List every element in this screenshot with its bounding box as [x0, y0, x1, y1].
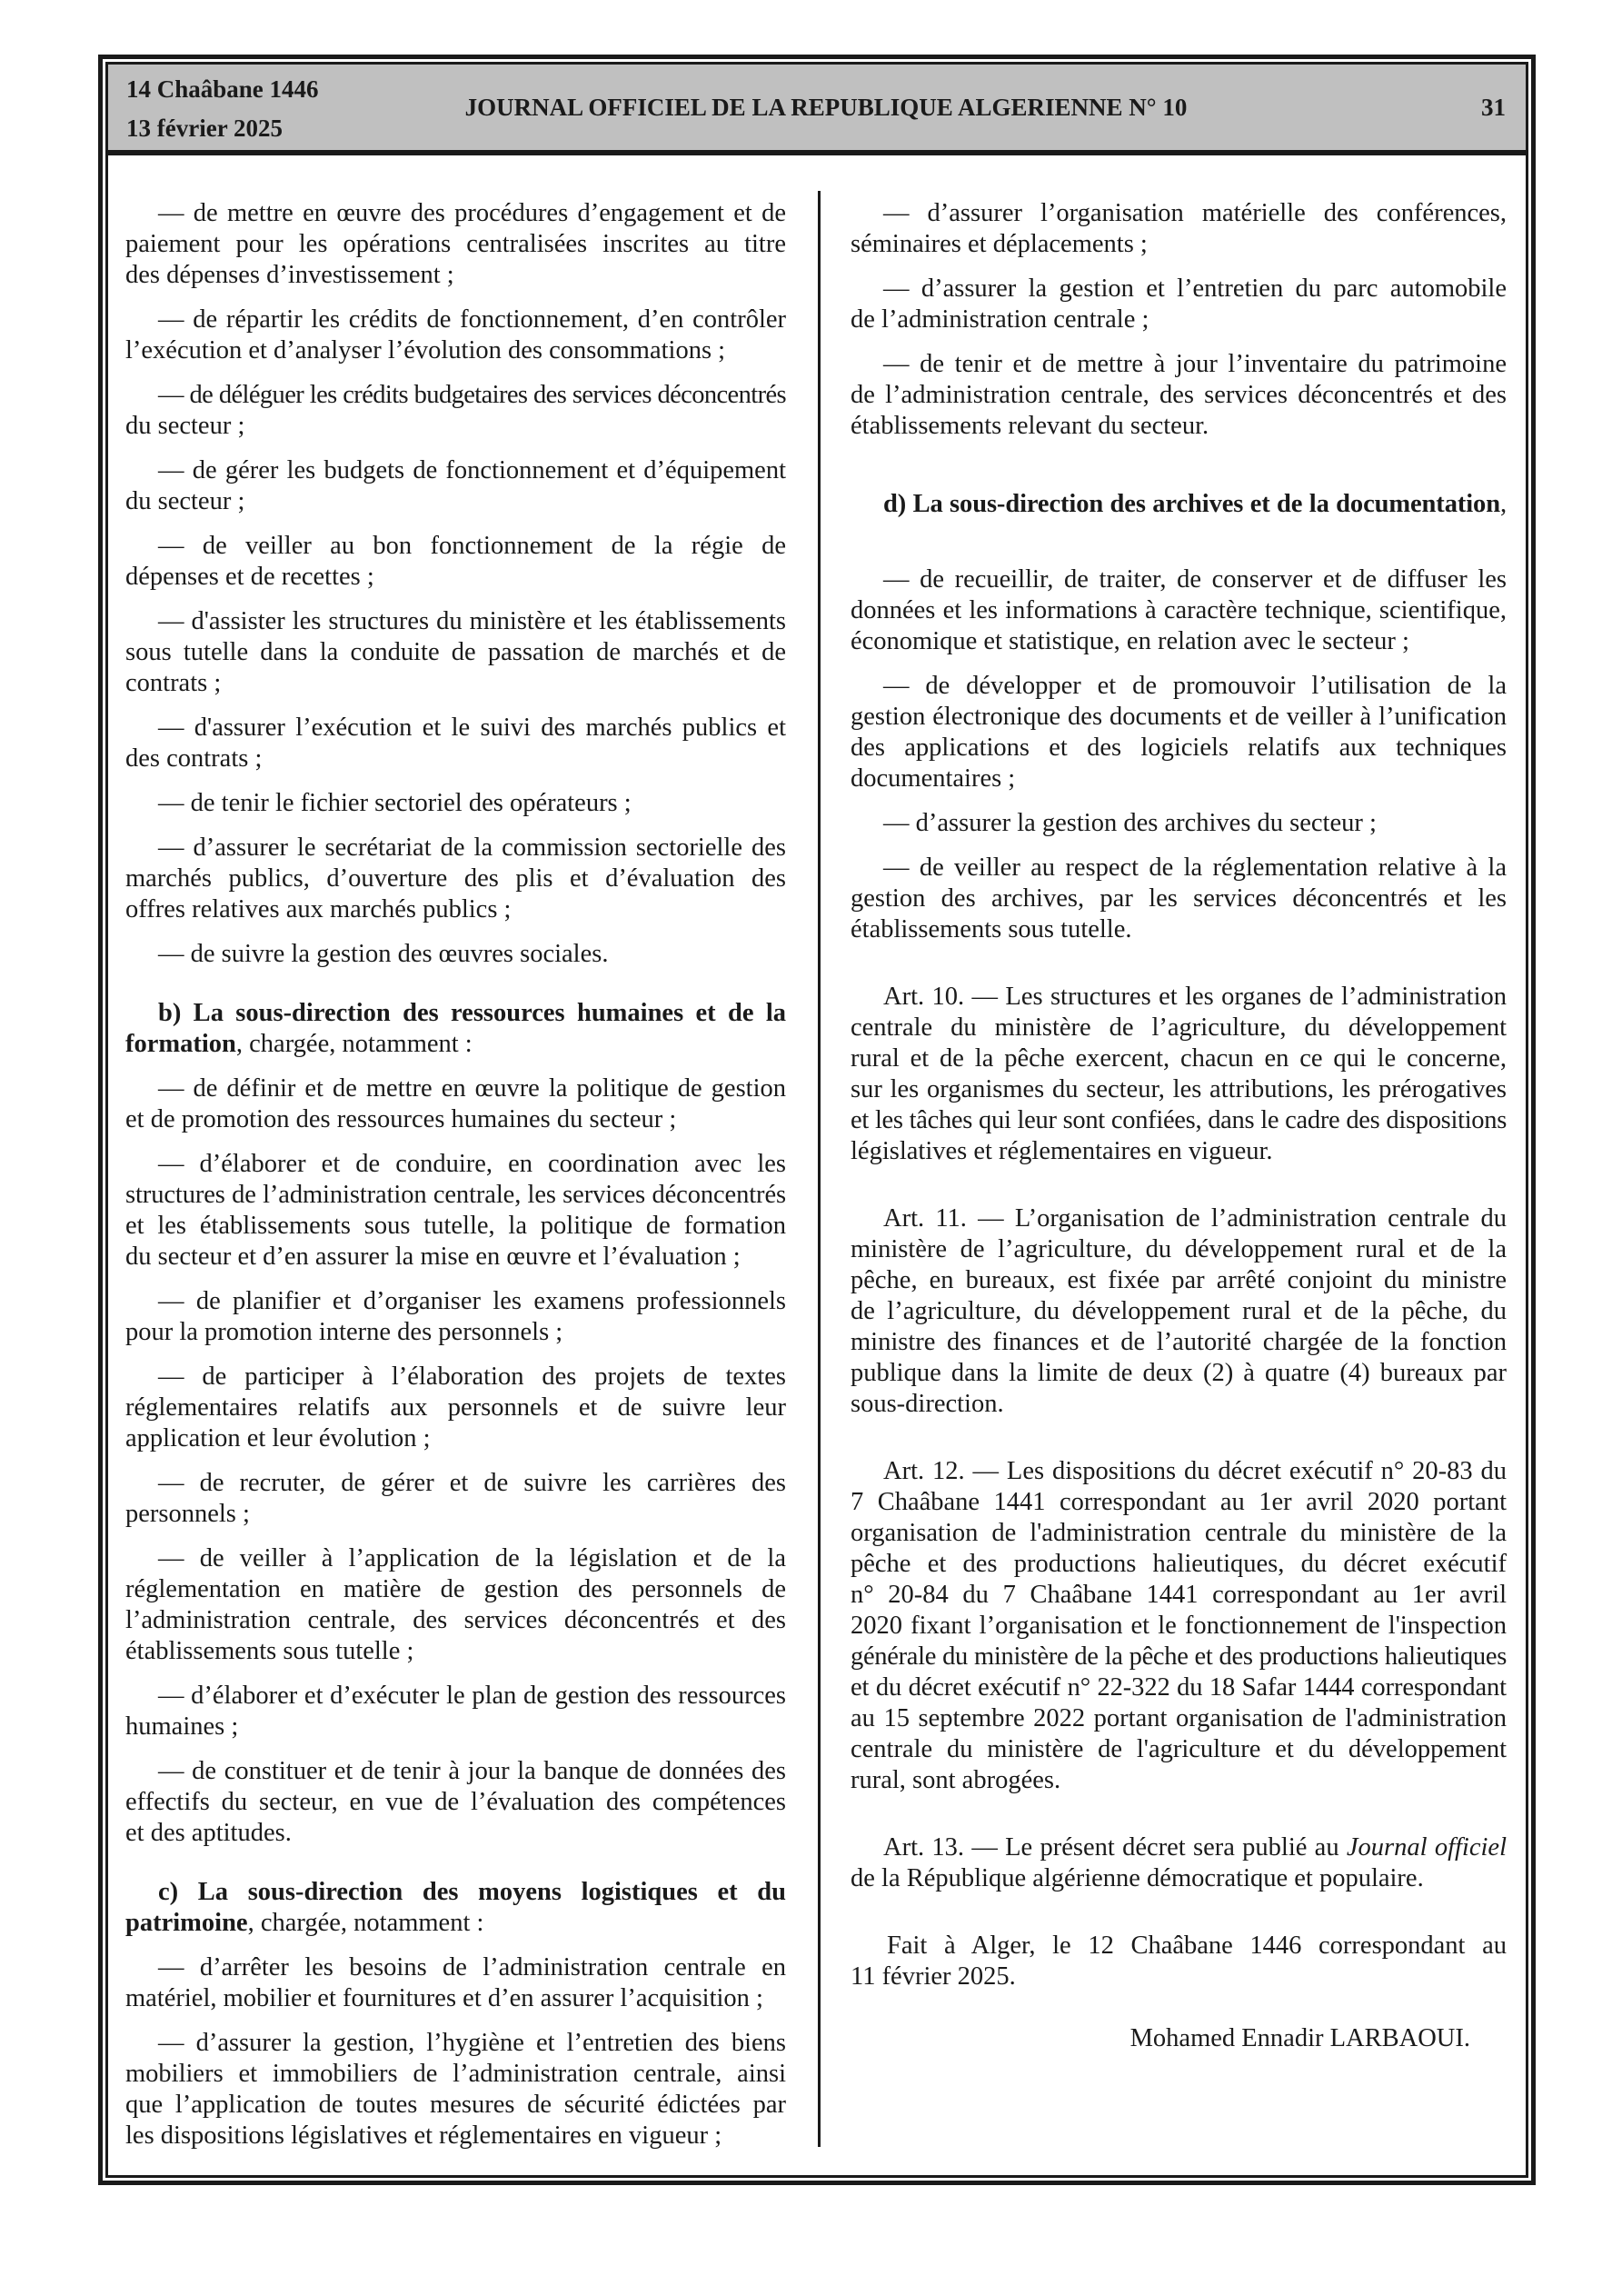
list-item — [125, 606, 786, 699]
list-item — [125, 1543, 786, 1667]
list-item — [125, 380, 786, 442]
text-line: établissements sous tutelle ; — [125, 1637, 414, 1665]
text-line: de l’administration centrale, des services déconcentrés et des — [851, 381, 1507, 409]
text-line: — de tenir et de mettre à jour l’inventaire du patrimoine — [883, 350, 1507, 378]
text-line: ministre des finances et de l’autorité chargée de la fonction — [851, 1328, 1507, 1356]
list-item — [851, 853, 1507, 945]
text-line: — de développer et de promouvoir l’utilisation de la — [883, 672, 1507, 700]
list-item — [125, 1952, 786, 2014]
bold-text: patrimoine — [125, 1909, 248, 1937]
text-line: de l’administration centrale ; — [851, 305, 1149, 334]
text-line: — de veiller à l’application de la législation et de la — [158, 1544, 786, 1572]
text-segment: Art. 13. — Le présent décret sera publié au — [883, 1833, 1347, 1862]
section-heading — [851, 489, 1507, 551]
text-segment: , chargée, notamment : — [235, 1030, 473, 1058]
text-line: — d’assurer la gestion, l’hygiène et l’entretien des biens — [158, 2029, 786, 2057]
column-divider — [818, 191, 821, 2147]
text-line: — de veiller au bon fonctionnement de la régie de — [158, 532, 786, 560]
text-line: — de mettre en œuvre des procédures d’engagement et de — [158, 199, 786, 227]
italic-text: Journal officiel — [1346, 1833, 1507, 1862]
text-line: — d’arrêter les besoins de l’administration centrale en — [158, 1953, 786, 1982]
text-line: n° 20-84 du 7 Chaâbane 1441 correspondant au 1er avril — [851, 1581, 1507, 1609]
text-line: — d’assurer la gestion et l’entretien du parc automobile — [883, 275, 1507, 303]
text-line: législatives et réglementaires en vigueur. — [851, 1137, 1273, 1165]
text-line: personnels ; — [125, 1500, 250, 1528]
text-line: 2020 fixant l’organisation et le fonctionnement de l'inspection — [851, 1612, 1507, 1640]
text-line — [125, 1029, 786, 1060]
text-line: offres relatives aux marchés publics ; — [125, 895, 512, 923]
text-line: Art. 10. — Les structures et les organes de l’administration — [883, 983, 1507, 1011]
text-line: — de gérer les budgets de fonctionnement et d’équipement — [158, 456, 786, 484]
text-line — [125, 1908, 786, 1939]
list-item — [125, 1073, 786, 1135]
signing-place-date — [851, 1931, 1507, 1992]
section-heading — [125, 1877, 786, 1939]
list-item — [125, 1681, 786, 1742]
text-line: Art. 11. — L’organisation de l’administration centrale du — [883, 1204, 1507, 1233]
list-item — [125, 1756, 786, 1849]
text-line: centrale du ministère de l’agriculture, du développement — [851, 1013, 1507, 1042]
text-line: générale du ministère de la pêche et des productions halieutiques — [851, 1642, 1507, 1671]
article-paragraph — [851, 1832, 1507, 1894]
left-column — [125, 198, 786, 2151]
list-item — [125, 833, 786, 925]
text-line: rural et de la pêche exercent, chacun en ce qui le concerne, — [851, 1044, 1507, 1073]
right-column — [851, 198, 1507, 2054]
list-item — [851, 274, 1507, 335]
article-paragraph — [851, 982, 1507, 1167]
text-line: dépenses et de recettes ; — [125, 563, 374, 591]
text-line: et de promotion des ressources humaines du secteur ; — [125, 1105, 677, 1133]
text-line: pour la promotion interne des personnels ; — [125, 1318, 563, 1346]
text-line: établissements relevant du secteur. — [851, 412, 1209, 440]
text-line: — d’élaborer et d’exécuter le plan de gestion des ressources — [158, 1682, 786, 1710]
text-line: les dispositions législatives et réglementaires en vigueur ; — [125, 2121, 722, 2150]
text-line: effectifs du secteur, en vue de l’évaluation des compétences — [125, 1788, 786, 1816]
text-line: réglementation en matière de gestion des personnels de — [125, 1575, 786, 1603]
text-line: organisation de l'administration centrale du ministère de la — [851, 1519, 1507, 1547]
text-line: centrale du ministère de l'agriculture et du développement — [851, 1735, 1507, 1763]
text-line: — d’assurer le secrétariat de la commission sectorielle des — [158, 834, 786, 862]
list-item — [125, 2028, 786, 2151]
signature — [851, 2023, 1507, 2054]
text-line: et des aptitudes. — [125, 1819, 292, 1847]
text-line: mobiliers et immobiliers de l’administration centrale, ainsi — [125, 2060, 786, 2088]
text-line: publique dans la limite de deux (2) à quatre (4) bureaux par — [851, 1359, 1507, 1387]
text-line: et les tâches qui leur sont confiées, dans le cadre des dispositions — [851, 1106, 1507, 1134]
text-line: du secteur et d’en assurer la mise en œuvre et l’évaluation ; — [125, 1243, 741, 1271]
text-line: — de tenir le fichier sectoriel des opérateurs ; — [158, 789, 632, 817]
text-line: — d’assurer l’organisation matérielle des conférences, — [883, 199, 1507, 227]
text-line: sous tutelle dans la conduite de passation de marchés et de — [125, 638, 786, 666]
text-line: gestion électronique des documents et de veiller à l’unification — [851, 703, 1507, 731]
text-line: — d’élaborer et de conduire, en coordination avec les — [158, 1150, 786, 1178]
list-item — [851, 198, 1507, 260]
journal-title: JOURNAL OFFICIEL DE LA REPUBLIQUE ALGERIENNE N° 10 — [464, 94, 1188, 121]
list-item — [851, 349, 1507, 442]
text-line: et les établissements sous tutelle, la politique de formation — [125, 1212, 786, 1240]
text-line: structures de l’administration centrale, les services déconcentrés — [125, 1181, 786, 1209]
text-line: paiement pour les opérations centralisées inscrites au titre — [125, 230, 786, 258]
text-line: application et leur évolution ; — [125, 1424, 431, 1452]
text-line: que l’application de toutes mesures de sécurité édictées par — [125, 2091, 786, 2119]
text-line: — de répartir les crédits de fonctionnement, d’en contrôler — [158, 305, 786, 334]
section-heading — [125, 998, 786, 1060]
bold-text: c) La sous-direction des moyens logistiques et du — [158, 1878, 786, 1906]
text-line: économique et statistique, en relation avec le secteur ; — [851, 627, 1409, 655]
text-line: documentaires ; — [851, 764, 1016, 793]
text-line: — d'assister les structures du ministère et les établissements — [158, 607, 786, 635]
bold-text: b) La sous-direction des ressources humaines et de la — [158, 999, 786, 1027]
text-line: des contrats ; — [125, 744, 263, 773]
text-line: — de planifier et d’organiser les examens professionnels — [158, 1287, 786, 1315]
text-line: de la République algérienne démocratique et populaire. — [851, 1864, 1424, 1892]
bold-text: d) La sous-direction des archives et de la documentation — [883, 490, 1500, 518]
text-line: contrats ; — [125, 669, 222, 697]
text-line: — de veiller au respect de la réglementation relative à la — [883, 854, 1507, 882]
text-line: gestion des archives, par les services déconcentrés et les — [851, 884, 1507, 913]
list-item — [851, 671, 1507, 794]
list-item — [125, 939, 786, 970]
text-line: données et les informations à caractère technique, scientifique, — [851, 596, 1507, 624]
text-line: des dépenses d’investissement ; — [125, 261, 454, 289]
text-line: du secteur ; — [125, 412, 245, 440]
hijri-date: 14 Chaâbane 1446 — [126, 75, 319, 103]
list-item — [125, 455, 786, 517]
text-line: rural, sont abrogées. — [851, 1766, 1061, 1794]
text-line: Mohamed Ennadir LARBAOUI. — [1129, 2024, 1470, 2052]
text-line: ministère de l’agriculture, du développement rural et de la — [851, 1235, 1507, 1263]
text-line: sous-direction. — [851, 1390, 1004, 1418]
text-line: établissements sous tutelle. — [851, 915, 1132, 943]
text-line: l’administration centrale, des services déconcentrés et des — [125, 1606, 786, 1634]
text-line: séminaires et déplacements ; — [851, 230, 1148, 258]
text-line: du secteur ; — [125, 487, 245, 515]
text-line: — de participer à l’élaboration des projets de textes — [158, 1363, 786, 1391]
text-line: — de déléguer les crédits budgetaires des services déconcentrés — [158, 381, 786, 409]
text-line: pêche, en bureaux, est fixée par arrêté conjoint du ministre — [851, 1266, 1507, 1294]
text-line: sur les organismes du secteur, les attributions, les prérogatives — [851, 1075, 1507, 1103]
text-line: de l’agriculture, du développement rural et de la pêche, du — [851, 1297, 1507, 1325]
article-paragraph — [851, 1203, 1507, 1420]
gregorian-date: 13 février 2025 — [126, 115, 283, 142]
list-item — [125, 1149, 786, 1273]
text-line: 7 Chaâbane 1441 correspondant au 1er avril 2020 portant — [851, 1488, 1507, 1516]
list-item — [125, 788, 786, 819]
text-line: — de suivre la gestion des œuvres sociales. — [158, 940, 609, 968]
bold-text: formation — [125, 1030, 236, 1058]
text-line: Art. 12. — Les dispositions du décret exécutif n° 20-83 du — [883, 1457, 1507, 1485]
list-item — [125, 304, 786, 366]
text-line: des applications et des logiciels relatifs aux techniques — [851, 734, 1507, 762]
list-item — [125, 198, 786, 291]
list-item — [125, 1362, 786, 1454]
text-line: — de recueillir, de traiter, de conserver et de diffuser les — [883, 565, 1507, 594]
text-line: marchés publics, d’ouverture des plis et d’évaluation des — [125, 864, 786, 893]
text-line: humaines ; — [125, 1712, 239, 1741]
journal-header — [108, 65, 1526, 155]
text-line — [125, 1877, 786, 1908]
text-line: et du décret exécutif n° 22-322 du 18 Safar 1444 correspondant — [851, 1673, 1507, 1702]
page-number: 31 — [1481, 94, 1506, 121]
text-line — [851, 1832, 1507, 1863]
list-item — [125, 1468, 786, 1530]
text-line: pêche et des productions halieutiques, du décret exécutif — [851, 1550, 1507, 1578]
list-item — [125, 531, 786, 593]
text-segment: , chargée, notamment : — [247, 1909, 484, 1937]
text-line: matériel, mobilier et fournitures et d’en assurer l’acquisition ; — [125, 1984, 763, 2012]
text-line — [851, 520, 1507, 551]
text-line: — d’assurer la gestion des archives du secteur ; — [883, 809, 1377, 837]
list-item — [851, 564, 1507, 657]
text-line: 11 février 2025. — [851, 1962, 1016, 1991]
text-line — [851, 489, 1507, 520]
text-line: — de définir et de mettre en œuvre la politique de gestion — [158, 1074, 786, 1103]
list-item — [125, 1286, 786, 1348]
text-line: — de recruter, de gérer et de suivre les carrières des — [158, 1469, 786, 1497]
text-line — [125, 998, 786, 1029]
text-line: — de constituer et de tenir à jour la banque de données des — [158, 1757, 786, 1785]
text-line: au 15 septembre 2022 portant organisation de l'administration — [851, 1704, 1507, 1732]
list-item — [125, 713, 786, 774]
text-line: l’exécution et d’analyser l’évolution des consommations ; — [125, 336, 726, 364]
text-line: — d'assurer l’exécution et le suivi des marchés publics et — [158, 714, 786, 742]
article-paragraph — [851, 1456, 1507, 1796]
text-segment: , — [1499, 490, 1507, 518]
text-line: Fait à Alger, le 12 Chaâbane 1446 correspondant au — [887, 1932, 1507, 1960]
text-line: réglementaires relatifs aux personnels et de suivre leur — [125, 1393, 786, 1422]
list-item — [851, 808, 1507, 839]
